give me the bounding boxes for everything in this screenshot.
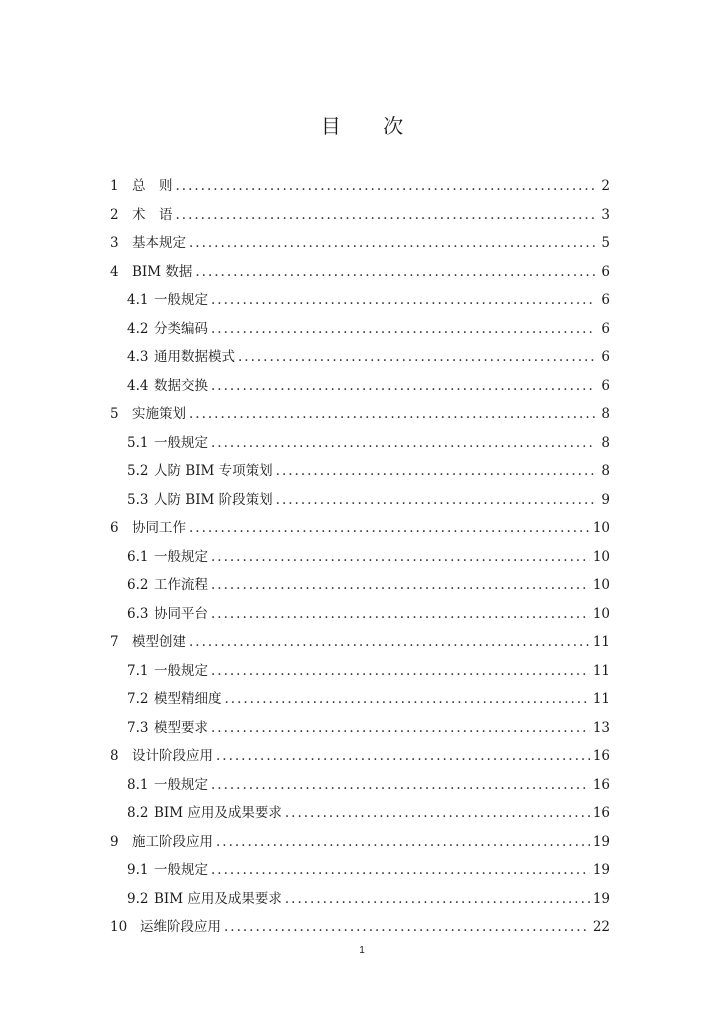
toc-leader-dots [211, 720, 590, 736]
toc-entry-number: 7.3 [127, 719, 149, 736]
toc-leader-dots [189, 520, 590, 536]
toc-entry-page: 6 [601, 263, 610, 280]
toc-subentry[interactable] [110, 801, 610, 830]
toc-leader-dots [189, 235, 595, 251]
toc-leader-dots [211, 606, 590, 622]
toc-subentry[interactable] [110, 716, 610, 745]
toc-leader-dots [176, 178, 596, 194]
toc-entry[interactable] [110, 915, 610, 944]
toc-entry-title: 人防 BIM 阶段策划 [154, 491, 273, 508]
toc-leader-dots [211, 549, 590, 565]
toc-entry-page: 5 [601, 235, 610, 251]
toc-entry-title: 一般规定 [154, 662, 208, 679]
toc-entry-page: 6 [601, 292, 610, 308]
toc-entry-page: 10 [592, 577, 610, 593]
toc-entry-number: 5.1 [127, 434, 149, 451]
toc-entry-page: 16 [592, 776, 610, 793]
toc-entry-number: 8 [110, 748, 119, 764]
toc-entry-number: 2 [110, 206, 119, 223]
toc-entry-number: 4.2 [127, 320, 149, 337]
toc-entry-number: 9 [110, 833, 119, 850]
toc-entry-title: 运维阶段应用 [140, 919, 221, 935]
toc-entry-title: BIM 应用及成果要求 [154, 890, 282, 907]
toc-subentry[interactable] [110, 887, 610, 916]
toc-entry-title: 人防 BIM 专项策划 [154, 463, 273, 479]
toc-subentry[interactable] [110, 488, 610, 517]
toc-entry-title: 施工阶段应用 [132, 833, 213, 850]
toc-entry-title: 总 则 [132, 178, 173, 194]
toc-entry-title: 通用数据模式 [154, 349, 235, 365]
toc-entry-number: 4.4 [127, 377, 149, 394]
toc-entry-title: 术 语 [132, 206, 173, 223]
toc-entry-number: 6.2 [127, 577, 149, 593]
toc-entry-page: 13 [592, 719, 610, 736]
toc-leader-dots [211, 378, 595, 394]
toc-entry-page: 10 [592, 548, 610, 565]
toc-subentry[interactable] [110, 459, 610, 488]
toc-leader-dots [216, 834, 590, 850]
toc-subentry[interactable] [110, 858, 610, 887]
toc-entry-title: 一般规定 [154, 548, 208, 565]
toc-leader-dots [225, 691, 590, 707]
toc-entry-title: 设计阶段应用 [132, 748, 213, 764]
toc-entry-page: 6 [601, 377, 610, 394]
toc-entry[interactable] [110, 260, 610, 289]
toc-entry-number: 8.2 [127, 805, 149, 821]
toc-subentry[interactable] [110, 602, 610, 631]
toc-entry-number: 9.1 [127, 862, 149, 878]
table-of-contents [110, 174, 610, 944]
toc-leader-dots [211, 435, 595, 451]
toc-entry-title: 分类编码 [154, 320, 208, 337]
toc-entry-number: 7.1 [127, 662, 149, 679]
toc-leader-dots [285, 891, 590, 907]
toc-entry-number: 4.1 [127, 292, 149, 308]
toc-leader-dots [224, 919, 590, 935]
toc-entry-page: 19 [592, 833, 610, 850]
toc-entry-number: 5.3 [127, 491, 149, 508]
toc-entry-page: 11 [592, 691, 610, 707]
toc-entry[interactable] [110, 402, 610, 431]
toc-entry-page: 11 [592, 662, 610, 679]
toc-entry-number: 6.3 [127, 605, 149, 622]
toc-entry-title: 协同平台 [154, 605, 208, 622]
toc-subentry[interactable] [110, 374, 610, 403]
toc-subentry[interactable] [110, 345, 610, 374]
toc-entry-page: 3 [601, 206, 610, 223]
toc-entry-number: 7.2 [127, 691, 149, 707]
toc-entry-title: 模型精细度 [154, 691, 222, 707]
toc-entry-title: 基本规定 [132, 235, 186, 251]
toc-entry-title: 数据交换 [154, 377, 208, 394]
toc-entry-page: 16 [592, 805, 610, 821]
toc-entry[interactable] [110, 231, 610, 260]
toc-entry-page: 2 [601, 178, 610, 194]
page-title: 目 次 [320, 114, 422, 138]
toc-entry-page: 8 [601, 406, 610, 422]
toc-leader-dots [189, 634, 590, 650]
toc-entry-title: 一般规定 [154, 776, 208, 793]
toc-leader-dots [216, 748, 590, 764]
toc-entry-page: 19 [592, 890, 610, 907]
toc-leader-dots [195, 264, 595, 280]
toc-subentry[interactable] [110, 659, 610, 688]
toc-entry[interactable] [110, 174, 610, 203]
toc-entry-number: 9.2 [127, 890, 149, 907]
toc-entry-number: 10 [110, 919, 128, 935]
toc-subentry[interactable] [110, 687, 610, 716]
toc-entry-title: 协同工作 [132, 520, 186, 536]
toc-entry-number: 4.3 [127, 349, 149, 365]
toc-leader-dots [211, 663, 590, 679]
toc-entry-number: 6 [110, 520, 119, 536]
toc-leader-dots [189, 406, 595, 422]
toc-entry-title: 模型要求 [154, 719, 208, 736]
toc-subentry[interactable] [110, 545, 610, 574]
toc-entry-page: 11 [592, 634, 610, 650]
toc-entry-title: 一般规定 [154, 292, 208, 308]
toc-leader-dots [211, 862, 590, 878]
toc-leader-dots [276, 492, 595, 508]
toc-leader-dots [211, 292, 595, 308]
toc-entry[interactable] [110, 744, 610, 773]
page-number: 1 [359, 945, 365, 956]
toc-entry[interactable] [110, 830, 610, 859]
toc-subentry[interactable] [110, 288, 610, 317]
toc-subentry[interactable] [110, 317, 610, 346]
toc-entry-title: 一般规定 [154, 862, 208, 878]
toc-leader-dots [238, 349, 595, 365]
toc-entry-number: 6.1 [127, 548, 149, 565]
toc-entry-title: 工作流程 [154, 577, 208, 593]
toc-entry-title: BIM 数据 [132, 263, 193, 280]
toc-entry[interactable] [110, 203, 610, 232]
toc-leader-dots [285, 805, 590, 821]
toc-leader-dots [176, 207, 596, 223]
toc-entry-number: 3 [110, 235, 119, 251]
toc-entry[interactable] [110, 516, 610, 545]
toc-leader-dots [211, 777, 590, 793]
toc-entry-title: 实施策划 [132, 406, 186, 422]
toc-entry-page: 8 [601, 434, 610, 451]
toc-entry-number: 4 [110, 263, 119, 280]
toc-entry-page: 6 [601, 349, 610, 365]
toc-subentry[interactable] [110, 773, 610, 802]
toc-entry-title: 模型创建 [132, 634, 186, 650]
toc-subentry[interactable] [110, 431, 610, 460]
toc-entry-number: 8.1 [127, 776, 149, 793]
toc-entry-page: 22 [592, 919, 610, 935]
toc-leader-dots [276, 463, 595, 479]
toc-entry-page: 16 [592, 748, 610, 764]
toc-entry-page: 8 [601, 463, 610, 479]
toc-leader-dots [211, 321, 595, 337]
toc-entry[interactable] [110, 630, 610, 659]
toc-subentry[interactable] [110, 573, 610, 602]
toc-entry-number: 1 [110, 178, 119, 194]
toc-entry-number: 7 [110, 634, 119, 650]
toc-entry-title: 一般规定 [154, 434, 208, 451]
toc-entry-number: 5 [110, 406, 119, 422]
toc-entry-page: 6 [601, 320, 610, 337]
toc-entry-page: 10 [592, 520, 610, 536]
toc-entry-page: 19 [592, 862, 610, 878]
toc-entry-number: 5.2 [127, 463, 149, 479]
toc-leader-dots [211, 577, 590, 593]
toc-entry-page: 9 [601, 491, 610, 508]
toc-entry-title: BIM 应用及成果要求 [154, 805, 282, 821]
toc-entry-page: 10 [592, 605, 610, 622]
